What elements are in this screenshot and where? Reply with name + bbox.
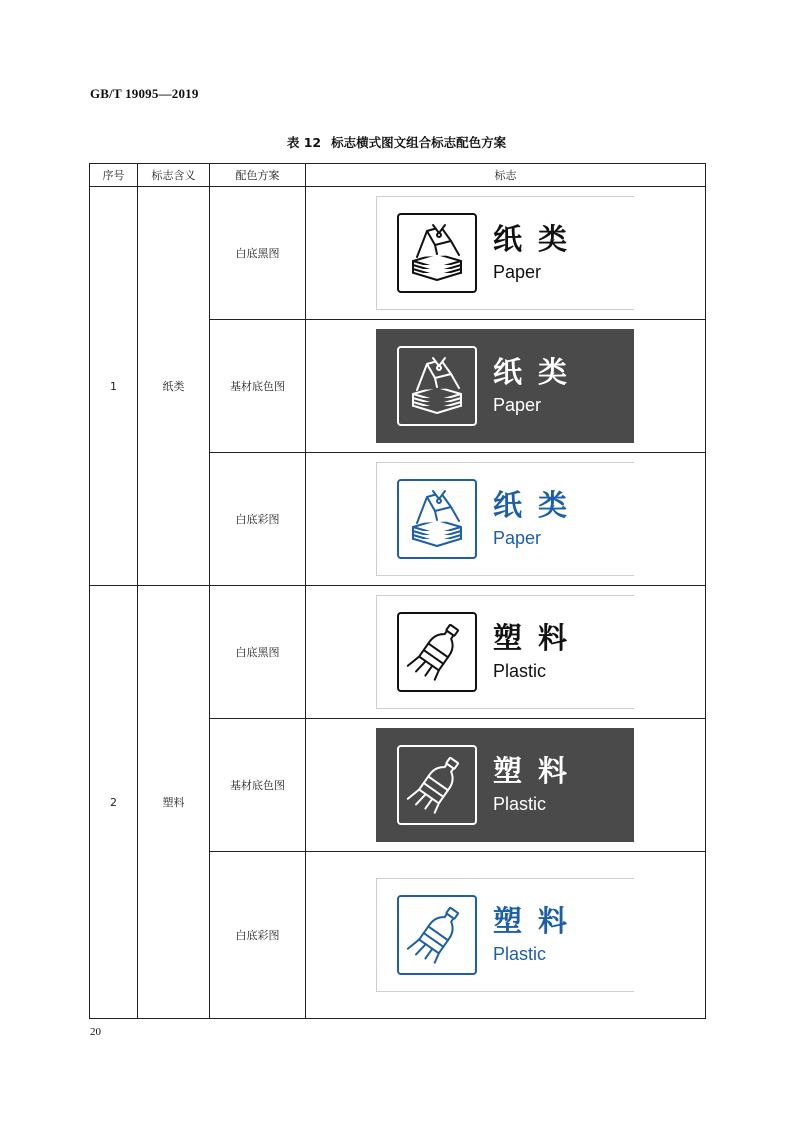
paper-stack-icon bbox=[405, 354, 469, 418]
sign-plastic-white-black bbox=[376, 595, 634, 709]
row-meaning: 纸类 bbox=[138, 187, 210, 586]
sign-plastic-dark bbox=[376, 728, 634, 842]
sign-en-label: Paper bbox=[493, 528, 542, 548]
table-header-row bbox=[90, 164, 706, 187]
icon-frame bbox=[397, 479, 477, 559]
row-scheme: 白底彩图 bbox=[210, 453, 306, 586]
sign-cell bbox=[306, 586, 706, 719]
sign-en-label: Plastic bbox=[493, 794, 547, 814]
header-meaning: 标志含义 bbox=[138, 164, 210, 187]
row-index: 1 bbox=[90, 187, 138, 586]
header-index: 序号 bbox=[90, 164, 138, 187]
standard-code: GB/T 19095—2019 bbox=[90, 86, 199, 101]
sign-cell bbox=[306, 453, 706, 586]
table-row bbox=[90, 187, 706, 320]
row-scheme: 基材底色图 bbox=[210, 719, 306, 852]
row-scheme: 白底黑图 bbox=[210, 187, 306, 320]
sign-cell bbox=[306, 320, 706, 453]
row-scheme: 基材底色图 bbox=[210, 320, 306, 453]
paper-stack-icon bbox=[405, 221, 469, 285]
page-number: 20 bbox=[90, 1026, 101, 1038]
icon-frame bbox=[397, 895, 477, 975]
icon-frame bbox=[397, 745, 477, 825]
sign-paper-white-color bbox=[376, 462, 634, 576]
row-index: 2 bbox=[90, 586, 138, 1019]
sign-cn-label: 纸类 bbox=[493, 488, 584, 522]
sign-cell bbox=[306, 187, 706, 320]
sign-color-scheme-table bbox=[89, 163, 706, 1019]
sign-en-label: Plastic bbox=[493, 944, 547, 964]
table-title: 标志横式图文组合标志配色方案 bbox=[331, 135, 507, 150]
row-meaning: 塑料 bbox=[138, 586, 210, 1019]
header-sign: 标志 bbox=[306, 164, 706, 187]
sign-plastic-white-color bbox=[376, 878, 634, 992]
row-scheme: 白底黑图 bbox=[210, 586, 306, 719]
icon-frame bbox=[397, 346, 477, 426]
icon-frame bbox=[397, 612, 477, 692]
sign-paper-dark bbox=[376, 329, 634, 443]
table-row bbox=[90, 586, 706, 719]
sign-cell bbox=[306, 719, 706, 852]
plastic-bottle-icon bbox=[405, 753, 469, 817]
sign-cn-label: 纸类 bbox=[493, 355, 584, 389]
sign-cn-label: 塑料 bbox=[493, 621, 584, 655]
sign-en-label: Paper bbox=[493, 395, 542, 415]
table-caption bbox=[0, 133, 793, 151]
sign-paper-white-black bbox=[376, 196, 634, 310]
header-scheme: 配色方案 bbox=[210, 164, 306, 187]
paper-stack-icon bbox=[405, 487, 469, 551]
row-scheme: 白底彩图 bbox=[210, 852, 306, 1019]
sign-en-label: Plastic bbox=[493, 661, 547, 681]
icon-frame bbox=[397, 213, 477, 293]
table-number: 表 12 bbox=[286, 135, 322, 150]
sign-cell bbox=[306, 852, 706, 1019]
plastic-bottle-icon bbox=[405, 903, 469, 967]
sign-cn-label: 塑料 bbox=[493, 904, 584, 938]
sign-cn-label: 塑料 bbox=[493, 754, 584, 788]
sign-cn-label: 纸类 bbox=[493, 222, 584, 256]
sign-en-label: Paper bbox=[493, 262, 542, 282]
plastic-bottle-icon bbox=[405, 620, 469, 684]
